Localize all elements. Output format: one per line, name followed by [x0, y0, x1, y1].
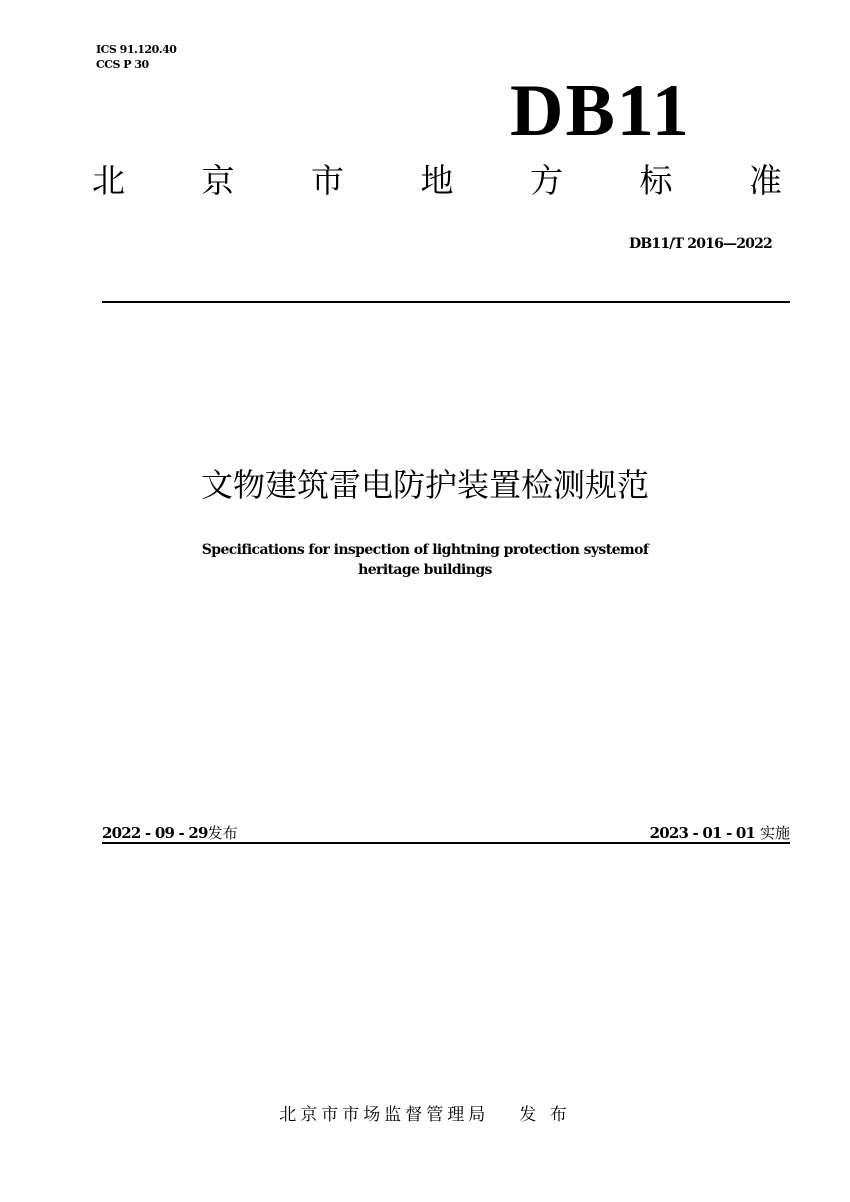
effective-date: 2023 - 01 - 01 [649, 824, 756, 842]
standard-type-char: 京 [201, 161, 235, 200]
document-title-en [0, 540, 850, 580]
standard-type-char: 北 [92, 161, 125, 200]
footer-divider [102, 842, 790, 844]
title-en-line-1: Specifications for inspection of lightning protection systemof [201, 542, 649, 558]
standard-type-char: 准 [749, 161, 782, 200]
standard-type-heading [92, 161, 782, 200]
issuer-name: 北京市市场监督管理局 [279, 1105, 490, 1125]
ics-code: ICS 91.120.40 [96, 43, 177, 56]
standard-number: DB11/T 2016—2022 [629, 236, 772, 252]
title-en-line-2: heritage buildings [358, 562, 492, 578]
db11-logo: DB11 [510, 70, 691, 152]
publish-date: 2022 - 09 - 29 [102, 824, 208, 842]
document-title-cn: 文物建筑雷电防护装置检测规范 [200, 466, 649, 504]
standard-type-char: 地 [420, 161, 454, 200]
effective-date-block [650, 822, 790, 843]
issuer [0, 1100, 850, 1125]
standard-type-char: 标 [639, 161, 673, 200]
header-divider [102, 301, 790, 303]
publish-date-block [102, 822, 238, 843]
effective-label: 实施 [759, 824, 790, 842]
standard-type-char: 市 [311, 161, 344, 200]
ccs-code: CCS P 30 [96, 58, 149, 71]
publish-label: 发布 [207, 824, 238, 842]
standard-type-char: 方 [530, 161, 563, 200]
issuer-action: 发 布 [519, 1105, 571, 1125]
